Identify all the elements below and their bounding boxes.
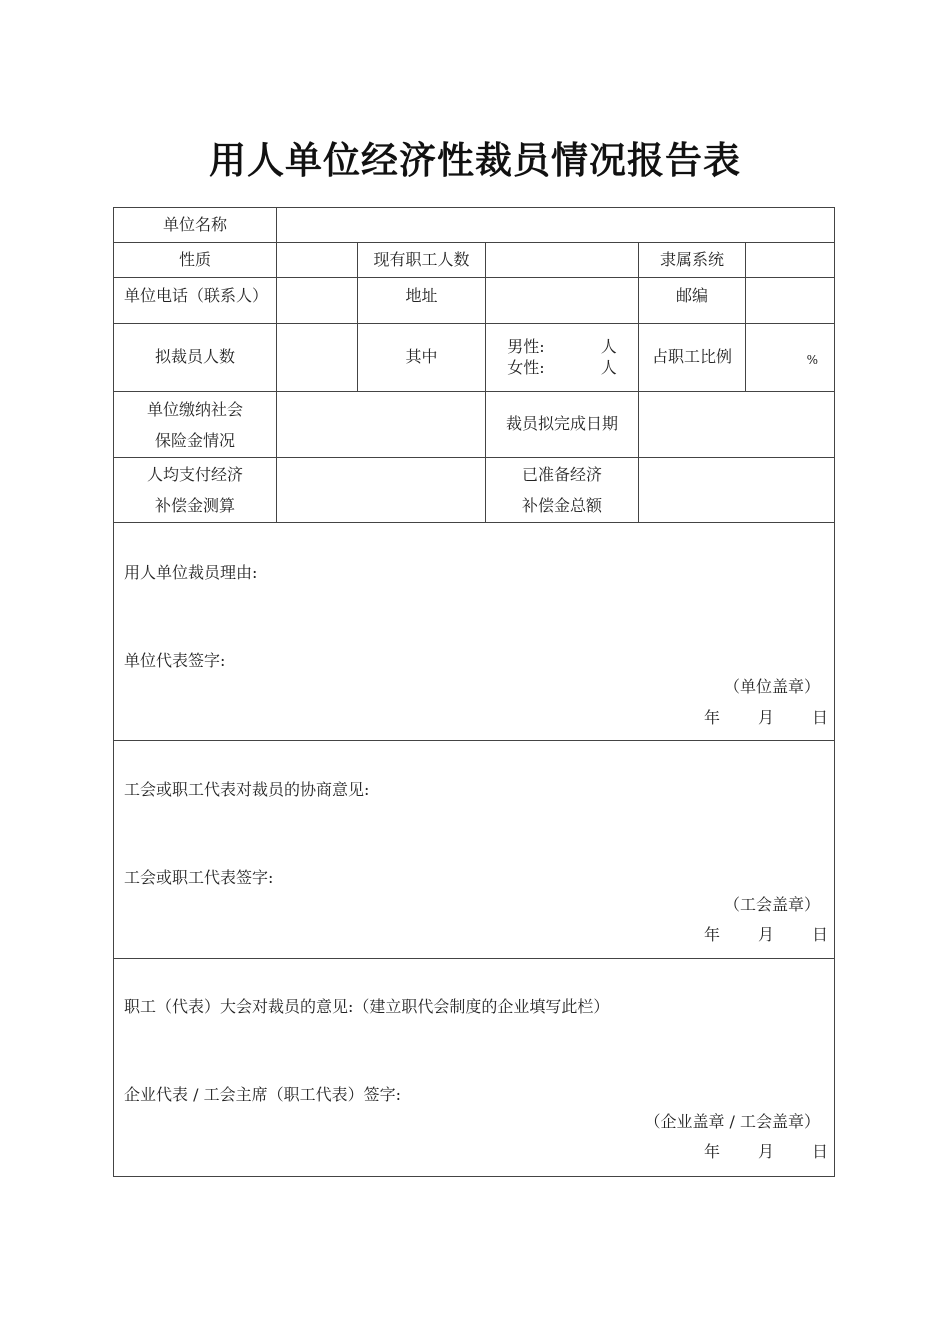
layoff-reason-section[interactable]: [114, 523, 835, 741]
date-line-2: 年 月 日: [704, 925, 829, 944]
ratio-label: 占职工比例: [639, 324, 746, 392]
unit-name-field[interactable]: [277, 208, 835, 243]
gender-breakdown[interactable]: [486, 324, 639, 392]
female-unit: 人: [600, 357, 617, 377]
affiliation-label: 隶属系统: [639, 243, 746, 278]
avg-compensation-field[interactable]: [277, 458, 486, 523]
layoff-reason-prompt: 用人单位裁员理由:: [124, 563, 258, 582]
address-label: 地址: [358, 278, 486, 324]
planned-layoffs-label: 拟裁员人数: [114, 324, 277, 392]
prepared-compensation-field[interactable]: [639, 458, 835, 523]
nature-field[interactable]: [277, 243, 358, 278]
social-insurance-field[interactable]: [277, 392, 486, 458]
date-line-3: 年 月 日: [704, 1142, 829, 1161]
current-staff-label: 现有职工人数: [358, 243, 486, 278]
congress-opinion-prompt: 职工（代表）大会对裁员的意见:（建立职代会制度的企业填写此栏）: [124, 997, 610, 1016]
report-form: [113, 207, 835, 1177]
unit-rep-signature: 单位代表签字:: [124, 651, 226, 670]
date-line-1: 年 月 日: [704, 708, 829, 727]
unit-phone-label: 单位电话（联系人）: [114, 278, 277, 324]
prepared-compensation-label: 已准备经济 补偿金总额: [486, 458, 639, 523]
unit-stamp: （单位盖章）: [724, 677, 821, 696]
nature-label: 性质: [114, 243, 277, 278]
union-rep-signature: 工会或职工代表签字:: [124, 868, 274, 887]
congress-opinion-section[interactable]: [114, 959, 835, 1177]
current-staff-field[interactable]: [486, 243, 639, 278]
enterprise-union-signature: 企业代表 / 工会主席（职工代表）签字:: [124, 1085, 401, 1104]
unit-name-label: 单位名称: [114, 208, 277, 243]
union-stamp: （工会盖章）: [724, 895, 821, 914]
union-opinion-prompt: 工会或职工代表对裁员的协商意见:: [124, 780, 370, 799]
postcode-field[interactable]: [746, 278, 835, 324]
male-unit: 人: [600, 336, 617, 356]
page-title: 用人单位经济性裁员情况报告表: [209, 139, 741, 182]
ratio-field[interactable]: [746, 324, 835, 392]
completion-date-label: 裁员拟完成日期: [486, 392, 639, 458]
union-opinion-section[interactable]: [114, 741, 835, 959]
female-label: 女性:: [507, 357, 545, 377]
enterprise-union-stamp: （企业盖章 / 工会盖章）: [644, 1112, 821, 1131]
address-field[interactable]: [486, 278, 639, 324]
completion-date-field[interactable]: [639, 392, 835, 458]
social-insurance-label: 单位缴纳社会 保险金情况: [114, 392, 277, 458]
unit-phone-field[interactable]: [277, 278, 358, 324]
postcode-label: 邮编: [639, 278, 746, 324]
male-label: 男性:: [507, 336, 545, 356]
avg-compensation-label: 人均支付经济 补偿金测算: [114, 458, 277, 523]
percent-sign: %: [806, 352, 819, 367]
affiliation-field[interactable]: [746, 243, 835, 278]
planned-layoffs-field[interactable]: [277, 324, 358, 392]
among-label: 其中: [358, 324, 486, 392]
